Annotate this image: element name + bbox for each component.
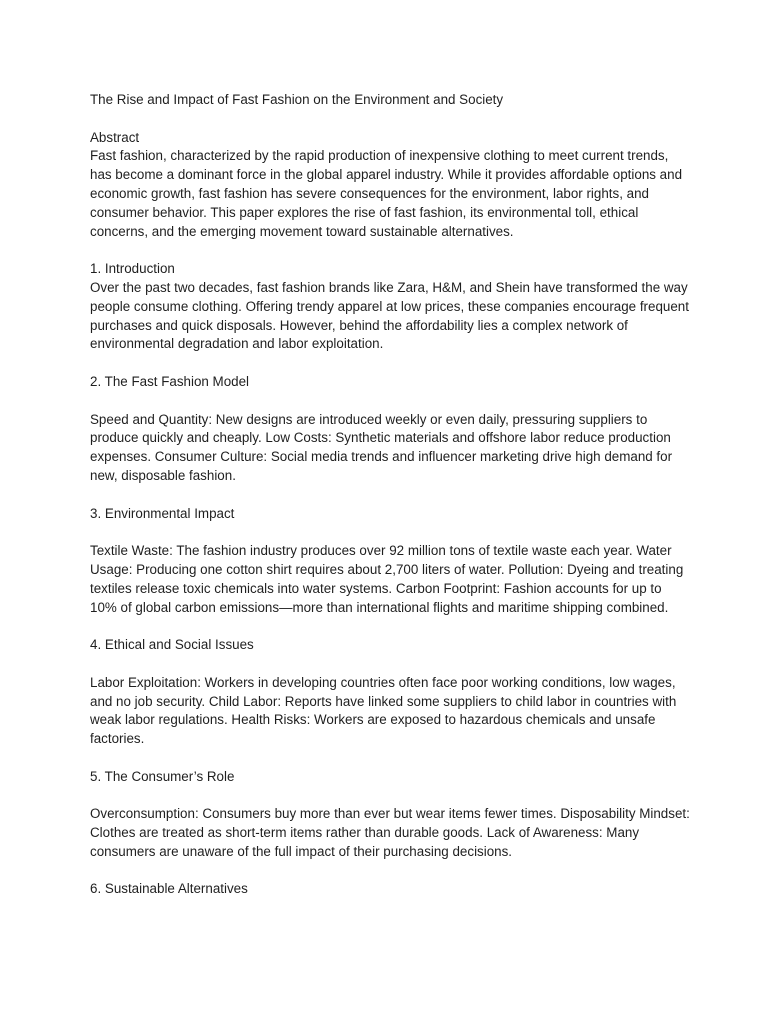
paragraph-gap [90, 241, 690, 260]
section-body-fast-fashion-model: Speed and Quantity: New designs are introduced weekly or even daily, pressuring suppliers to produce quickly and cheaply. Low Costs: Synthetic materials and offshore labor reduce production expenses. Consumer Culture: Social media trends and influencer marketing drive high demand for new, disposable fashion. [90, 411, 673, 483]
paragraph-gap [90, 354, 690, 373]
paragraph-gap [90, 523, 690, 542]
paragraph-gap [90, 110, 690, 129]
section-body-environmental-impact: Textile Waste: The fashion industry produces over 92 million tons of textile waste each year. Water Usage: Producing one cotton shirt requires about 2,700 liters of water. Pollution: Dyeing and treating textiles release toxic chemicals into water systems. Carbon Footprint: Fashion accounts for up to 10% of global carbon emissions—more than international flights and maritime shipping combined. [90, 543, 684, 615]
abstract-body: Fast fashion, characterized by the rapid production of inexpensive clothing to meet current trends, has become a dominant force in the global apparel industry. While it provides affordable options and economic growth, fast fashion has severe consequences for the environment, labor rights, and consumer behavior. This paper explores the rise of fast fashion, its environmental toll, ethical concerns, and the emerging movement toward sustainable alternatives. [90, 148, 683, 239]
section-body-consumer-role: Overconsumption: Consumers buy more than ever but wear items fewer times. Disposability Mindset: Clothes are treated as short-term items rather than durable goods. Lack of Awareness: Many consumers are unaware of the full impact of their purchasing decisions. [90, 806, 690, 859]
paragraph-gap [90, 749, 690, 768]
section-body-introduction: Over the past two decades, fast fashion brands like Zara, H&M, and Shein have transformed the way people consume clothing. Offering trendy apparel at low prices, these companies encourage frequent purchases and quick disposals. However, behind the affordability lies a complex network of environmental degradation and labor exploitation. [90, 279, 689, 352]
section-heading-environmental-impact: 3. Environmental Impact [90, 505, 235, 521]
section-heading-ethical-social: 4. Ethical and Social Issues [90, 637, 254, 653]
section-heading-sustainable-alternatives: 6. Sustainable Alternatives [90, 881, 248, 897]
paragraph-gap [90, 486, 690, 505]
paragraph-gap [90, 786, 690, 805]
section-heading-consumer-role: 5. The Consumer’s Role [90, 768, 235, 784]
document-body [90, 91, 690, 899]
paragraph-gap [90, 617, 690, 636]
document-title: The Rise and Impact of Fast Fashion on the Environment and Society [90, 92, 504, 107]
section-heading-introduction: 1. Introduction [90, 261, 175, 277]
paragraph-gap [90, 862, 690, 881]
section-heading-fast-fashion-model: 2. The Fast Fashion Model [90, 373, 250, 389]
section-body-ethical-social: Labor Exploitation: Workers in developing countries often face poor working conditions, low wages, and no job security. Child Labor: Reports have linked some suppliers to child labor in countries with weak labor regulations. Health Risks: Workers are exposed to hazardous chemicals and unsafe factories. [90, 674, 677, 747]
paragraph-gap [90, 655, 690, 674]
abstract-heading: Abstract [90, 129, 140, 145]
paragraph-gap [90, 392, 690, 411]
